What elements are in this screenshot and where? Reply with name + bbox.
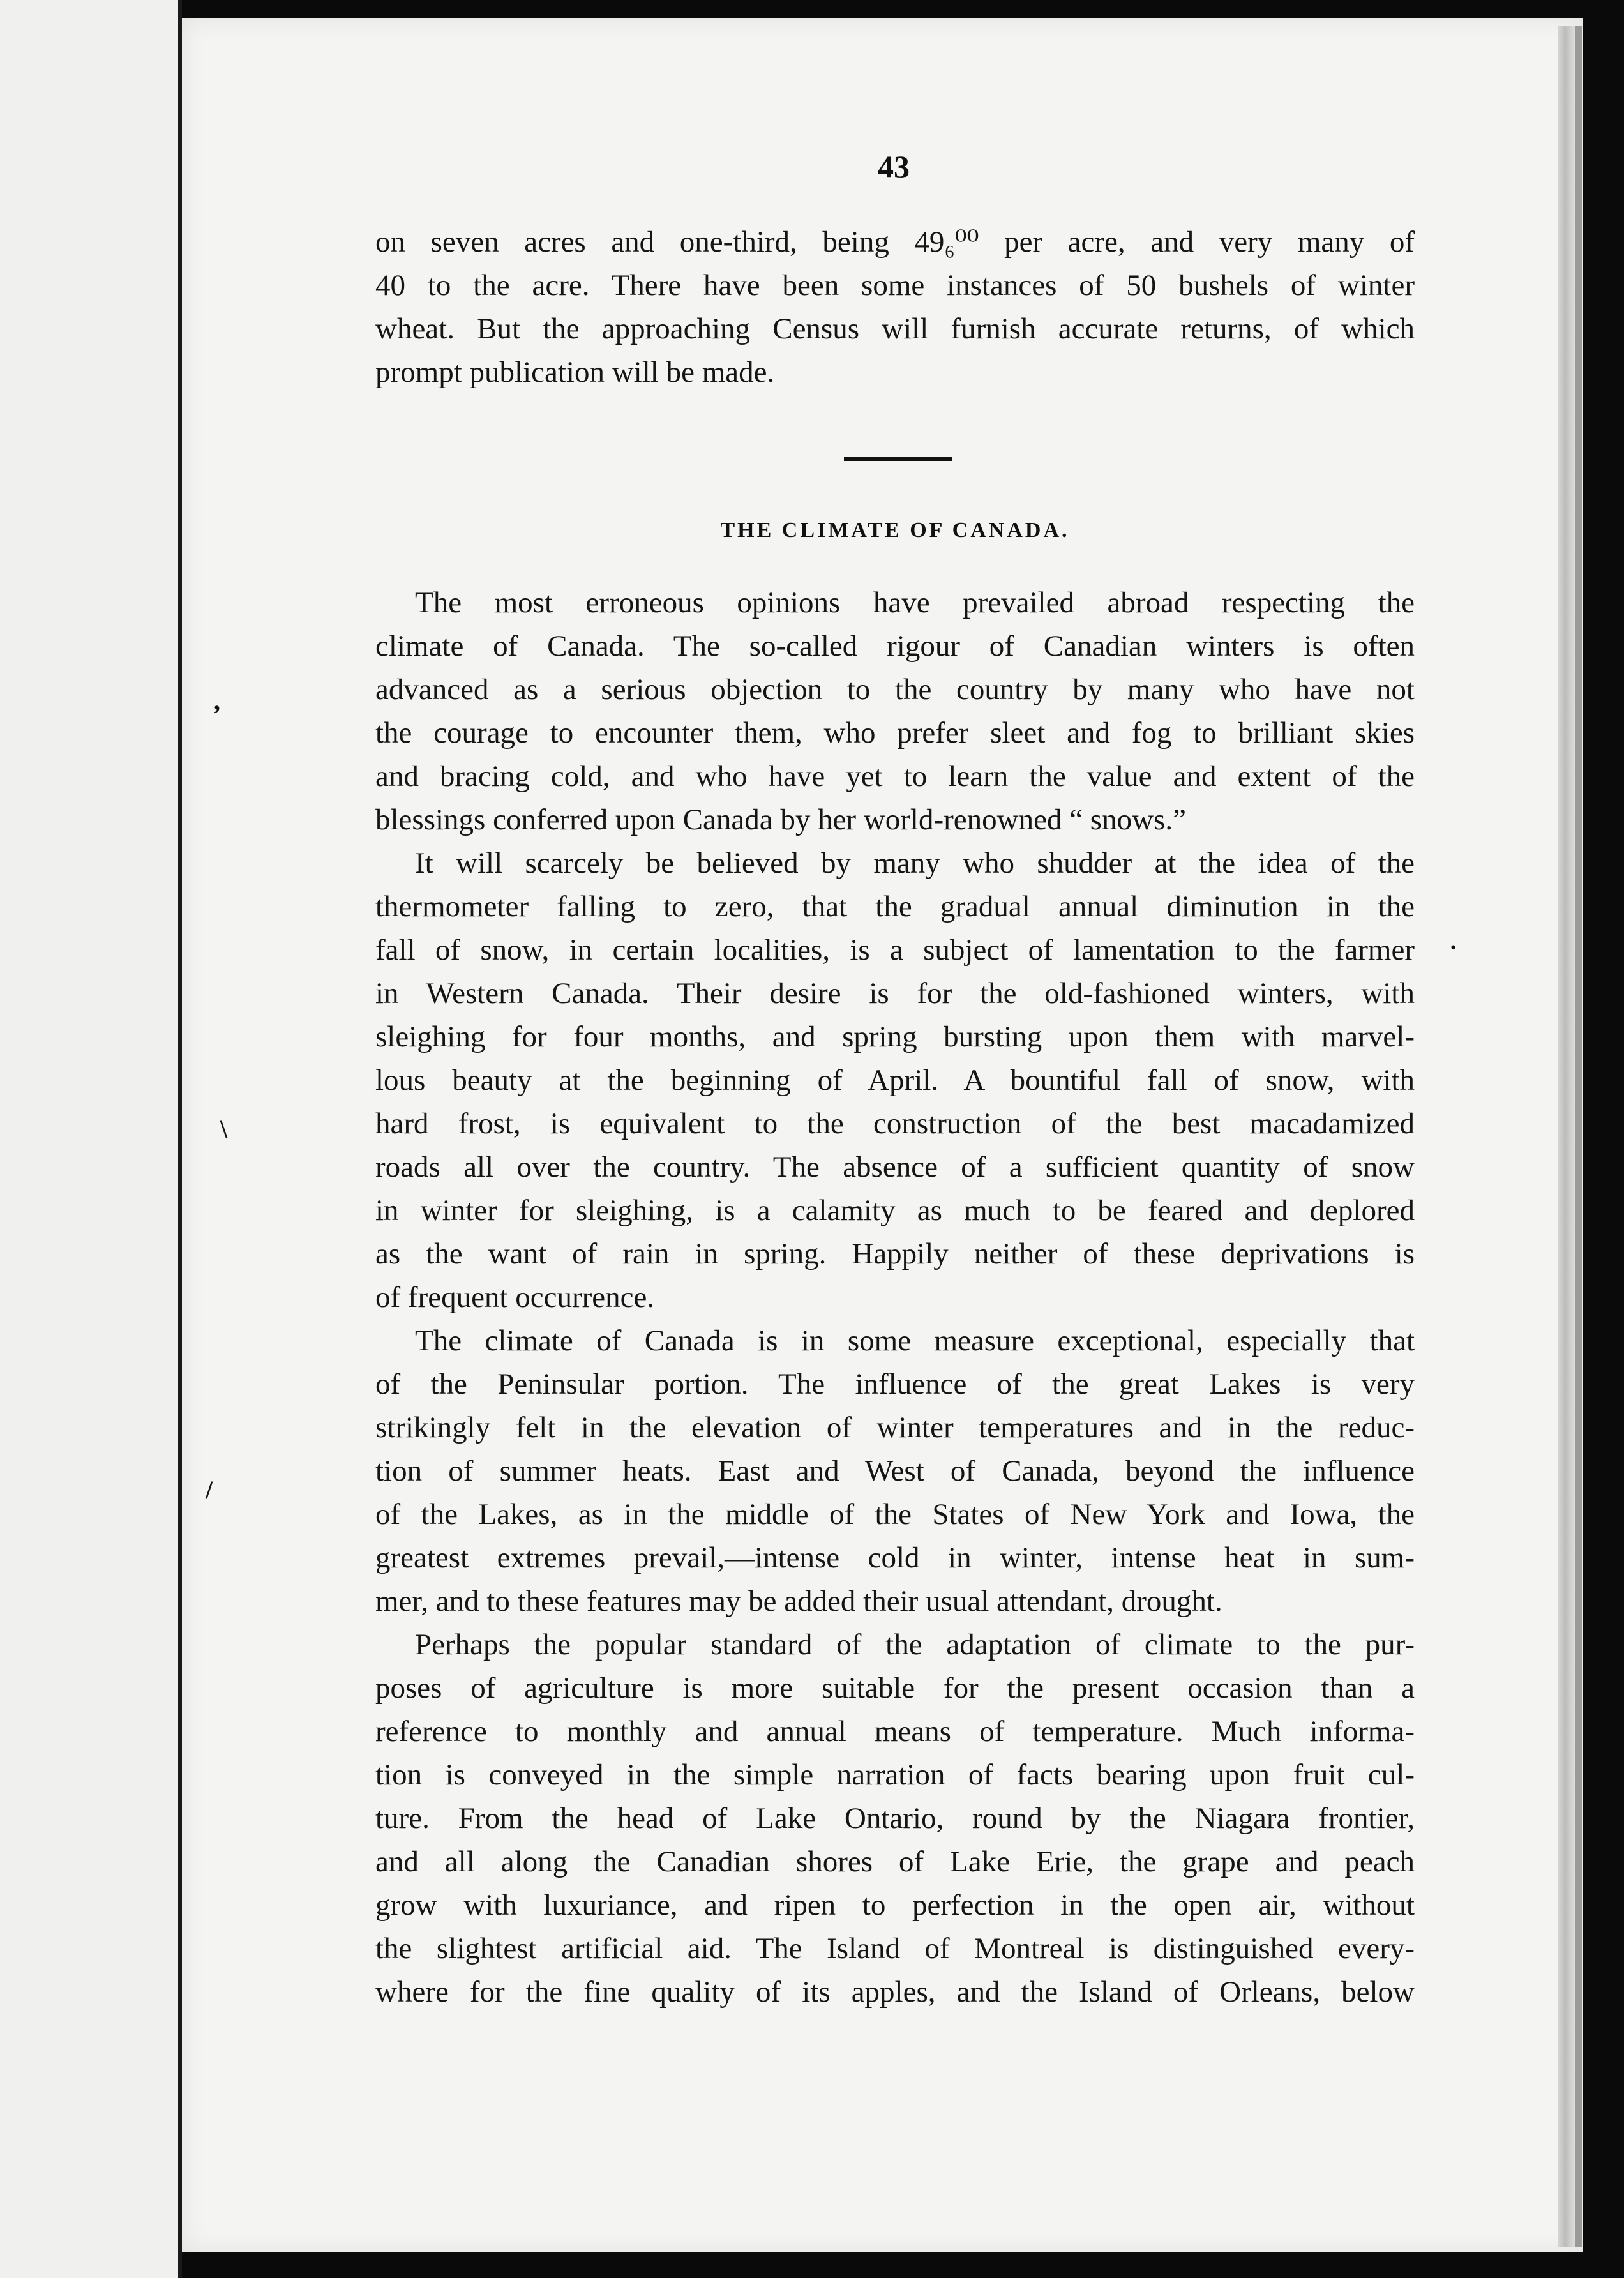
text-line: the courage to encounter them, who prefer sleet and fog to brilliant skies: [375, 716, 1415, 750]
text-line: fall of snow, in certain localities, is a subject of lamentation to the farmer: [375, 933, 1415, 967]
text-line: on seven acres and one-third, being 49₆⁰⁰ per acre, and very many of: [375, 225, 1415, 259]
text-line: where for the fine quality of its apples, and the Island of Orleans, below: [375, 1975, 1415, 2009]
text-line: mer, and to these features may be added their usual attendant, drought.: [375, 1585, 1222, 1618]
text-line: reference to monthly and annual means of temperature. Much informa-: [375, 1715, 1415, 1748]
text-line: of the Peninsular portion. The influence of the great Lakes is very: [375, 1368, 1415, 1401]
text-line: in winter for sleighing, is a calamity as much to be feared and deplored: [375, 1194, 1415, 1227]
body-text: [375, 581, 1415, 2014]
text-line: of the Lakes, as in the middle of the States of New York and Iowa, the: [375, 1498, 1415, 1531]
margin-mark: /: [206, 1475, 213, 1504]
text-line: Perhaps the popular standard of the adaptation of climate to the pur-: [415, 1628, 1415, 1661]
margin-mark: \: [220, 1115, 228, 1143]
text-line: hard frost, is equivalent to the construction of the best macadamized: [375, 1107, 1415, 1140]
text-line: wheat. But the approaching Census will furnish accurate returns, of which: [375, 312, 1415, 345]
page-edge: [1558, 26, 1577, 2247]
text-line: tion of summer heats. East and West of Canada, beyond the influence: [375, 1454, 1415, 1488]
text-line: as the want of rain in spring. Happily neither of these deprivations is: [375, 1237, 1415, 1271]
text-line: greatest extremes prevail,—intense cold in winter, intense heat in sum-: [375, 1541, 1415, 1574]
text-line: advanced as a serious objection to the country by many who have not: [375, 673, 1415, 706]
text-line: climate of Canada. The so-called rigour of Canadian winters is often: [375, 630, 1415, 663]
text-line: tion is conveyed in the simple narration of facts bearing upon fruit cul-: [375, 1758, 1415, 1791]
margin-mark: ·: [1449, 933, 1458, 962]
text-line: strikingly felt in the elevation of winter temperatures and in the reduc-: [375, 1411, 1415, 1444]
text-line: roads all over the country. The absence of a sufficient quantity of snow: [375, 1150, 1415, 1184]
text-line: thermometer falling to zero, that the gradual annual diminution in the: [375, 890, 1415, 923]
text-line: 40 to the acre. There have been some instances of 50 bushels of winter: [375, 269, 1415, 302]
text-line: the slightest artificial aid. The Island of Montreal is distinguished every-: [375, 1932, 1415, 1965]
text-line: of frequent occurrence.: [375, 1281, 655, 1314]
page-edge-shadow: [1575, 26, 1582, 2247]
section-title: THE CLIMATE OF CANADA.: [720, 518, 1070, 542]
text-line: grow with luxuriance, and ripen to perfection in the open air, without: [375, 1889, 1415, 1922]
text-line: sleighing for four months, and spring bursting upon them with marvel-: [375, 1020, 1415, 1053]
intro-paragraph: [375, 220, 1415, 394]
text-line: lous beauty at the beginning of April. A bountiful fall of snow, with: [375, 1064, 1415, 1097]
left-margin-strip: [0, 0, 182, 2278]
page-number: 43: [878, 149, 910, 185]
text-line: It will scarcely be believed by many who shudder at the idea of the: [415, 847, 1415, 880]
text-line: The most erroneous opinions have prevailed abroad respecting the: [415, 586, 1415, 619]
text-line: and bracing cold, and who have yet to learn the value and extent of the: [375, 760, 1415, 793]
text-line: poses of agriculture is more suitable for the present occasion than a: [375, 1671, 1415, 1705]
text-line: prompt publication will be made.: [375, 356, 775, 389]
text-line: The climate of Canada is in some measure exceptional, especially that: [415, 1324, 1415, 1357]
section-divider: [844, 457, 952, 461]
text-line: blessings conferred upon Canada by her world-renowned “ snows.”: [375, 803, 1186, 836]
text-line: and all along the Canadian shores of Lake Erie, the grape and peach: [375, 1845, 1415, 1878]
text-line: in Western Canada. Their desire is for the old-fashioned winters, with: [375, 977, 1415, 1010]
text-line: ture. From the head of Lake Ontario, round by the Niagara frontier,: [375, 1802, 1415, 1835]
margin-mark: ’: [213, 700, 222, 728]
